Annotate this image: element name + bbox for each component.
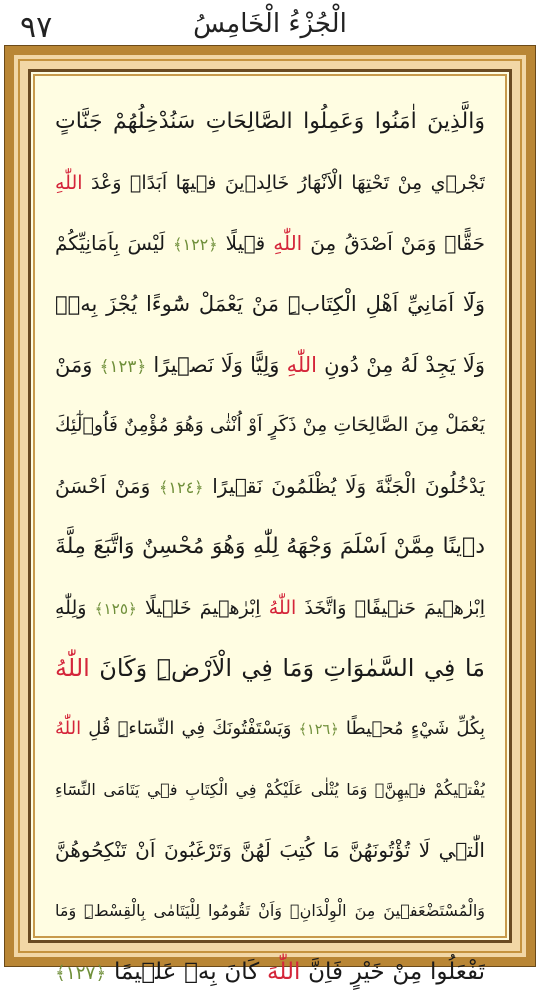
- divine-name: اللّٰهُ: [55, 654, 90, 683]
- juz-title: الْجُزْءُ الْخَامِسُ: [193, 9, 347, 39]
- verse-number-marker: ﴿١٢٣﴾: [99, 355, 147, 376]
- verse-line-3: حَقًّاۜ وَمَنْ اَصْدَقُ مِنَ اللّٰهِ قٖيلًا ﴿١٢٢﴾ لَيْسَ بِاَمَانِيِّكُمْ: [55, 231, 485, 256]
- divine-name: اللّٰهُ: [268, 596, 297, 619]
- divine-name: اللّٰهِ: [55, 171, 83, 194]
- text-panel: [28, 69, 512, 985]
- verse-number-marker: ﴿١٢٧﴾: [55, 962, 107, 984]
- verse-line-9: اِبْرٰهٖيمَ حَنٖيفًاۜ وَاتَّخَذَ اللّٰهُ اِبْرٰهٖيمَ خَلٖيلًا ﴿١٢٥﴾ وَلِلّٰهِ: [55, 596, 485, 619]
- page-frame: [5, 46, 535, 985]
- verse-line-5: وَلَا يَجِدْ لَهُ مِنْ دُونِ اللّٰهِ وَلِيًّا وَلَا نَصٖيرًا ﴿١٢٣﴾ وَمَنْ: [55, 352, 485, 377]
- divine-name: اللّٰهَ: [267, 958, 301, 985]
- verse-line-15: تَفْعَلُوا مِنْ خَيْرٍ فَاِنَّ اللّٰهَ كَانَ بِهٖ عَلٖيمًا ﴿١٢٧﴾: [55, 958, 485, 985]
- verse-number-marker: ﴿١٢٥﴾: [94, 599, 137, 618]
- verse-line-14: وَالْمُسْتَضْعَفٖينَ مِنَ الْوِلْدَانِۙ وَاَنْ تَقُومُوا لِلْيَتَامٰى بِالْقِسْطِۜ وَمَا: [55, 900, 485, 920]
- verse-line-1: وَالَّذِينَ اٰمَنُوا وَعَمِلُوا الصَّالِحَاتِ سَنُدْخِلُهُمْ جَنَّاتٍ: [55, 109, 485, 134]
- verse-line-8: دٖينًا مِمَّنْ اَسْلَمَ وَجْهَهُ لِلّٰهِ وَهُوَ مُحْسِنٌ وَاتَّبَعَ مِلَّةَ: [55, 533, 485, 559]
- verse-line-2: تَجْرٖي مِنْ تَحْتِهَا الْاَنْهَارُ خَالِدٖينَ فٖيهَٓا اَبَدًاۜ وَعْدَ اللّٰهِ: [55, 171, 485, 194]
- divine-name: اللّٰهُ: [55, 717, 82, 739]
- divine-name: اللّٰهِ: [273, 231, 303, 256]
- divine-name: اللّٰهِ: [286, 352, 318, 377]
- verse-line-7: يَدْخُلُونَ الْجَنَّةَ وَلَا يُظْلَمُونَ نَقٖيرًا ﴿١٢٤﴾ وَمَنْ اَحْسَنُ: [55, 474, 485, 499]
- verse-line-10: مَا فِي السَّمٰوَاتِ وَمَا فِي الْاَرْضِۜ وَكَانَ اللّٰهُ: [55, 654, 485, 683]
- verse-line-13: الّٰتٖي لَا تُؤْتُونَهُنَّ مَا كُتِبَ لَهُنَّ وَتَرْغَبُونَ اَنْ تَنْكِحُوهُنَّ: [55, 838, 485, 863]
- verse-number-marker: ﴿١٢٤﴾: [159, 478, 204, 498]
- verse-line-12: يُفْتٖيكُمْ فٖيهِنَّۙ وَمَا يُتْلٰى عَلَيْكُمْ فِي الْكِتَابِ فٖي يَتَامَى النِّسَٓاءِ: [55, 779, 485, 799]
- page-number: ٩٧: [20, 10, 53, 45]
- verse-line-4: وَلَٓا اَمَانِيِّ اَهْلِ الْكِتَابِۜ مَنْ يَعْمَلْ سُٓوءًا يُجْزَ بِهٖۙ: [55, 292, 485, 317]
- verse-line-6: يَعْمَلْ مِنَ الصَّالِحَاتِ مِنْ ذَكَرٍ اَوْ اُنْثٰى وَهُوَ مُؤْمِنٌ فَاُو۬لٰٓئِكَ: [55, 414, 485, 437]
- verse-number-marker: ﴿١٢٢﴾: [173, 235, 218, 255]
- verse-lines: [55, 92, 485, 985]
- verse-line-11: بِكُلِّ شَيْءٍ مُحٖيطًا ﴿١٢٦﴾ وَيَسْتَفْتُونَكَ فِي النِّسَٓاءِۜ قُلِ اللّٰهُ: [55, 717, 485, 739]
- verse-number-marker: ﴿١٢٦﴾: [298, 721, 339, 738]
